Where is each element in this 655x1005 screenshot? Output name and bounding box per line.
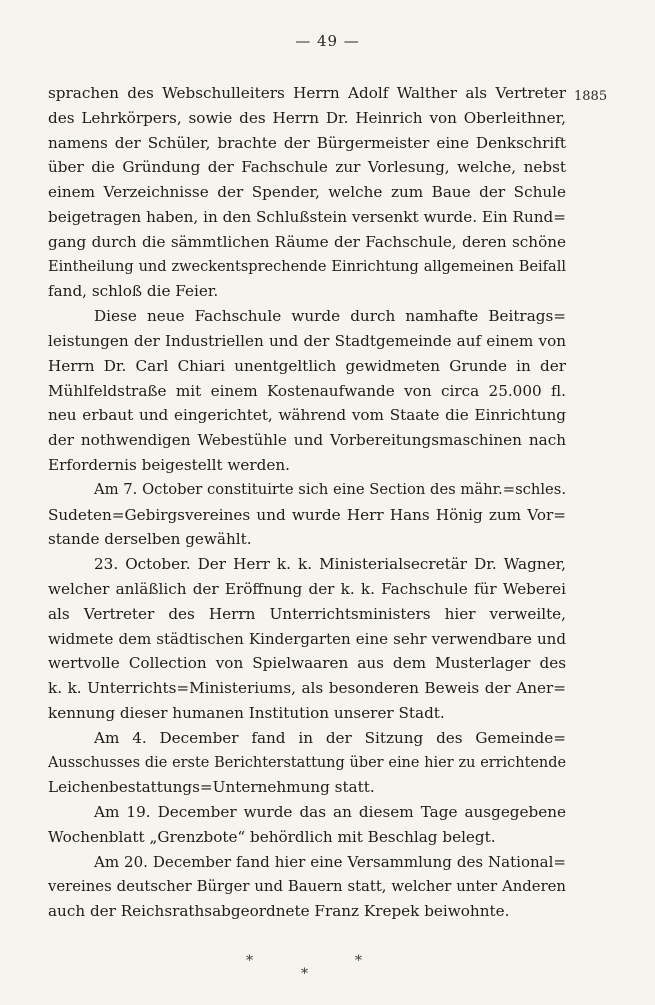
text-line: leistungen der Industriellen und der Stadtgemeinde auf einem von [48, 331, 566, 350]
asterisk-ornament: * [246, 953, 253, 969]
text-line: Am 20. December fand hier eine Versammlung des National= [94, 852, 566, 871]
margin-year: 1885 [574, 89, 608, 104]
text-line: Ausschusses die erste Berichterstattung über eine hier zu errichtende [48, 754, 566, 771]
text-block [48, 81, 566, 924]
text-line: als Vertreter des Herrn Unterrichtsministers hier verweilte, [48, 604, 566, 623]
text-line: wertvolle Collection von Spielwaaren aus dem Musterlager des [48, 654, 566, 673]
paragraph [48, 81, 566, 304]
paragraph [48, 304, 566, 478]
text-line: 23. October. Der Herr k. k. Ministerialsecretär Dr. Wagner, [94, 555, 566, 574]
text-line: widmete dem städtischen Kindergarten eine sehr verwendbare und [48, 629, 566, 648]
text-line: Leichenbestattungs=Unternehmung statt. [48, 778, 375, 797]
text-line: stande derselben gewählt. [48, 530, 252, 549]
paragraph [48, 800, 566, 850]
text-line: namens der Schüler, brachte der Bürgermeister eine Denkschrift [48, 133, 566, 152]
text-line: Am 7. October constituirte sich eine Section des mähr.=schles. [94, 480, 566, 498]
asterisk-ornament: * [301, 966, 308, 982]
text-line: fand, schloß die Feier. [48, 282, 219, 301]
text-line: beigetragen haben, in den Schlußstein versenkt wurde. Ein Rund= [48, 207, 566, 226]
text-line: neu erbaut und eingerichtet, während vom Staate die Einrichtung [48, 406, 566, 425]
text-line: sprachen des Webschulleiters Herrn Adolf Walther als Vertreter [48, 84, 566, 102]
text-line: über die Gründung der Fachschule zur Vorlesung, welche, nebst [48, 158, 566, 177]
text-line: Mühlfeldstraße mit einem Kostenaufwande von circa 25.000 fl. [48, 381, 566, 400]
paragraph [48, 552, 566, 726]
text-line: des Lehrkörpers, sowie des Herrn Dr. Heinrich von Oberleithner, [48, 108, 566, 127]
text-line: Herrn Dr. Carl Chiari unentgeltlich gewidmeten Grunde in der [48, 356, 566, 375]
text-line: Eintheilung und zweckentsprechende Einrichtung allgemeinen Beifall [48, 258, 566, 275]
text-line: vereines deutscher Bürger und Bauern statt, welcher unter Anderen [48, 877, 566, 895]
paragraph [48, 478, 566, 552]
paragraph [48, 726, 566, 800]
paragraph [48, 850, 566, 924]
text-line: welcher anläßlich der Eröffnung der k. k. Fachschule für Weberei [48, 579, 566, 598]
asterisk-ornament: * [355, 953, 362, 969]
text-line: der nothwendigen Webestühle und Vorbereitungsmaschinen nach [48, 431, 566, 450]
text-line: Sudeten=Gebirgsvereines und wurde Herr Hans Hönig zum Vor= [48, 505, 566, 524]
text-line: auch der Reichsrathsabgeordnete Franz Krepek beiwohnte. [48, 902, 510, 921]
text-line: Am 4. December fand in der Sitzung des Gemeinde= [94, 728, 566, 747]
text-line: Diese neue Fachschule wurde durch namhafte Beitrags= [94, 307, 566, 326]
text-line: Wochenblatt „Grenzbote“ behördlich mit Beschlag belegt. [48, 827, 496, 846]
page-number: — 49 — [295, 32, 360, 50]
text-line: Am 19. December wurde das an diesem Tage ausgegebene [94, 803, 566, 822]
text-line: kennung dieser humanen Institution unserer Stadt. [48, 703, 445, 722]
text-line: einem Verzeichnisse der Spender, welche zum Baue der Schule [48, 183, 566, 202]
text-line: k. k. Unterrichts=Ministeriums, als besonderen Beweis der Aner= [48, 679, 566, 698]
text-line: gang durch die sämmtlichen Räume der Fachschule, deren schöne [48, 232, 566, 251]
text-line: Erfordernis beigestellt werden. [48, 455, 290, 474]
